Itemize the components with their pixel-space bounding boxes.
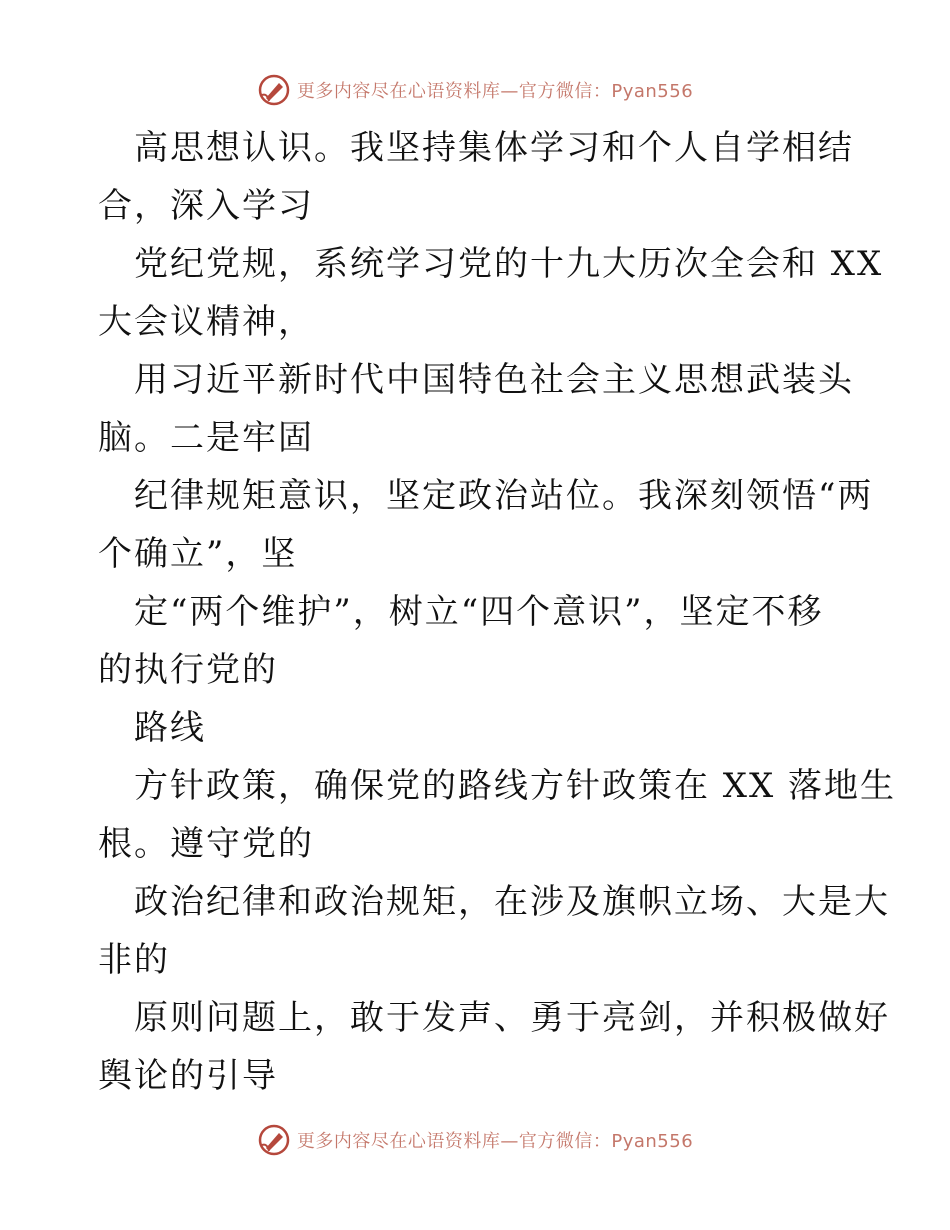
body-line: 根。遵守党的 [98, 824, 314, 864]
body-line: 用习近平新时代中国特色社会主义思想武装头 [134, 360, 854, 400]
body-line: 合，深入学习 [98, 186, 314, 226]
body-line: 高思想认识。我坚持集体学习和个人自学相结 [134, 128, 854, 168]
body-line: 舆论的引导 [98, 1056, 278, 1096]
footer-banner-text: 更多内容尽在心语资料库—官方微信：Pyan556 [296, 1131, 694, 1152]
body-line: 党纪党规，系统学习党的十九大历次全会和 XX [134, 244, 884, 284]
body-line: 原则问题上，敢于发声、勇于亮剑，并积极做好 [134, 998, 890, 1038]
body-line: 政治纪律和政治规矩，在涉及旗帜立场、大是大 [134, 882, 890, 922]
body-line: 路线 [134, 708, 206, 748]
body-line: 大会议精神， [98, 302, 314, 342]
pen-nib-logo-icon [257, 1123, 291, 1157]
body-line: 个确立”，坚 [98, 534, 298, 574]
body-line: 的执行党的 [98, 650, 278, 690]
body-line: 非的 [98, 940, 170, 980]
body-line: 定“两个维护”，树立“四个意识”，坚定不移 [134, 592, 824, 632]
footer-watermark [0, 1120, 950, 1160]
header-watermark [0, 70, 950, 110]
body-line: 脑。二是牢固 [98, 418, 314, 458]
body-line: 方针政策，确保党的路线方针政策在 XX 落地生 [134, 766, 897, 806]
pen-nib-logo-icon [257, 73, 291, 107]
body-line: 纪律规矩意识，坚定政治站位。我深刻领悟“两 [134, 476, 874, 516]
header-banner-text: 更多内容尽在心语资料库—官方微信：Pyan556 [296, 81, 694, 102]
